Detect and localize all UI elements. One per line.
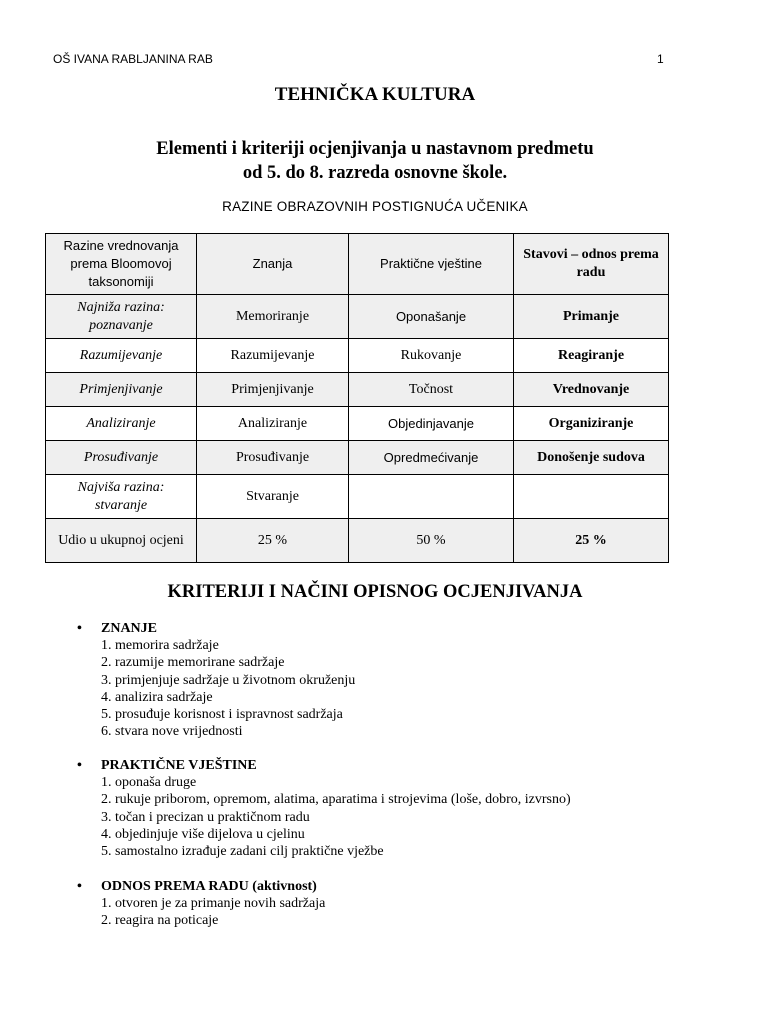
table-header-cell: Praktične vještine xyxy=(349,234,514,295)
table-header-cell: Znanja xyxy=(197,234,349,295)
list-item: 5. prosuđuje korisnost i ispravnost sadržaja xyxy=(101,707,343,723)
list-item: 4. objedinjuje više dijelova u cjelinu xyxy=(101,826,305,842)
table-header-row xyxy=(46,234,669,295)
section-heading-row xyxy=(77,757,571,774)
table-cell: 25 % xyxy=(514,519,669,563)
list-item: 6. stvara nove vrijednosti xyxy=(101,724,243,740)
table-header-cell: Stavovi – odnos prema radu xyxy=(514,234,669,295)
table-row xyxy=(46,441,669,475)
section-heading-row xyxy=(77,620,355,637)
table-row xyxy=(46,475,669,519)
bullet-icon: • xyxy=(77,621,82,636)
table-cell: Opredmećivanje xyxy=(349,441,514,475)
section-heading: PRAKTIČNE VJEŠTINE xyxy=(101,758,257,773)
section-knowledge xyxy=(77,620,355,740)
subtitle-line-1: Elementi i kriteriji ocjenjivanja u nastavnom predmetu xyxy=(156,139,594,159)
bullet-icon: • xyxy=(77,879,82,894)
list-item: 5. samostalno izrađuje zadani cilj praktične vježbe xyxy=(101,844,384,860)
table-cell: 25 % xyxy=(197,519,349,563)
table-cell: Prosuđivanje xyxy=(197,441,349,475)
table-cell: Rukovanje xyxy=(349,339,514,373)
table-cell: Najniža razina: poznavanje xyxy=(46,295,197,339)
list-item: 4. analizira sadržaje xyxy=(101,689,213,705)
table-cell: Primanje xyxy=(514,295,669,339)
page-number: 1 xyxy=(657,52,664,66)
section-practical-skills xyxy=(77,757,571,860)
list-item: 3. točan i precizan u praktičnom radu xyxy=(101,809,310,825)
table-header-cell: Razine vrednovanja prema Bloomovoj taksonomiji xyxy=(46,234,197,295)
achievement-levels-table xyxy=(45,233,669,563)
section-heading: ODNOS PREMA RADU (aktivnost) xyxy=(101,879,317,894)
table-cell: Analiziranje xyxy=(197,407,349,441)
table-row xyxy=(46,407,669,441)
table-cell: Prosuđivanje xyxy=(46,441,197,475)
criteria-list xyxy=(77,774,571,860)
table-cell xyxy=(514,475,669,519)
section-heading: ZNANJE xyxy=(101,621,158,636)
table-cell: Vrednovanje xyxy=(514,373,669,407)
table-cell: Organiziranje xyxy=(514,407,669,441)
list-item: 1. otvoren je za primanje novih sadržaja xyxy=(101,896,326,912)
table-cell: Objedinjavanje xyxy=(349,407,514,441)
table-cell: Donošenje sudova xyxy=(514,441,669,475)
table-cell: Razumijevanje xyxy=(46,339,197,373)
table-cell xyxy=(349,475,514,519)
table-cell: Memoriranje xyxy=(197,295,349,339)
table-title: RAZINE OBRAZOVNIH POSTIGNUĆA UČENIKA xyxy=(222,199,528,214)
section-heading-row xyxy=(77,878,325,895)
criteria-list xyxy=(77,895,325,929)
table-cell: Najviša razina: stvaranje xyxy=(46,475,197,519)
subtitle-line-2: od 5. do 8. razreda osnovne škole. xyxy=(242,163,508,183)
table-cell: Točnost xyxy=(349,373,514,407)
bullet-icon: • xyxy=(77,758,82,773)
table-row xyxy=(46,295,669,339)
document-title: TEHNIČKA KULTURA xyxy=(274,84,476,105)
table-cell: Reagiranje xyxy=(514,339,669,373)
criteria-title: KRITERIJI I NAČINI OPISNOG OCJENJIVANJA xyxy=(167,582,583,602)
table-cell: Analiziranje xyxy=(46,407,197,441)
table-cell: Primjenjivanje xyxy=(46,373,197,407)
table-cell: Udio u ukupnoj ocjeni xyxy=(46,519,197,563)
list-item: 3. primjenjuje sadržaje u životnom okruženju xyxy=(101,672,356,688)
section-work-attitude xyxy=(77,878,325,930)
list-item: 1. oponaša druge xyxy=(101,775,197,791)
school-name: OŠ IVANA RABLJANINA RAB xyxy=(53,52,213,66)
table-cell: 50 % xyxy=(349,519,514,563)
list-item: 2. razumije memorirane sadržaje xyxy=(101,655,285,671)
list-item: 2. rukuje priborom, opremom, alatima, aparatima i strojevima (loše, dobro, izvrsno) xyxy=(101,792,571,808)
table-cell: Stvaranje xyxy=(197,475,349,519)
table-cell: Razumijevanje xyxy=(197,339,349,373)
table-footer-row xyxy=(46,519,669,563)
table-row xyxy=(46,373,669,407)
criteria-list xyxy=(77,637,355,740)
table-row xyxy=(46,339,669,373)
table-cell: Oponašanje xyxy=(349,295,514,339)
list-item: 1. memorira sadržaje xyxy=(101,638,219,654)
table-cell: Primjenjivanje xyxy=(197,373,349,407)
list-item: 2. reagira na poticaje xyxy=(101,913,219,929)
document-subtitle xyxy=(0,137,750,185)
